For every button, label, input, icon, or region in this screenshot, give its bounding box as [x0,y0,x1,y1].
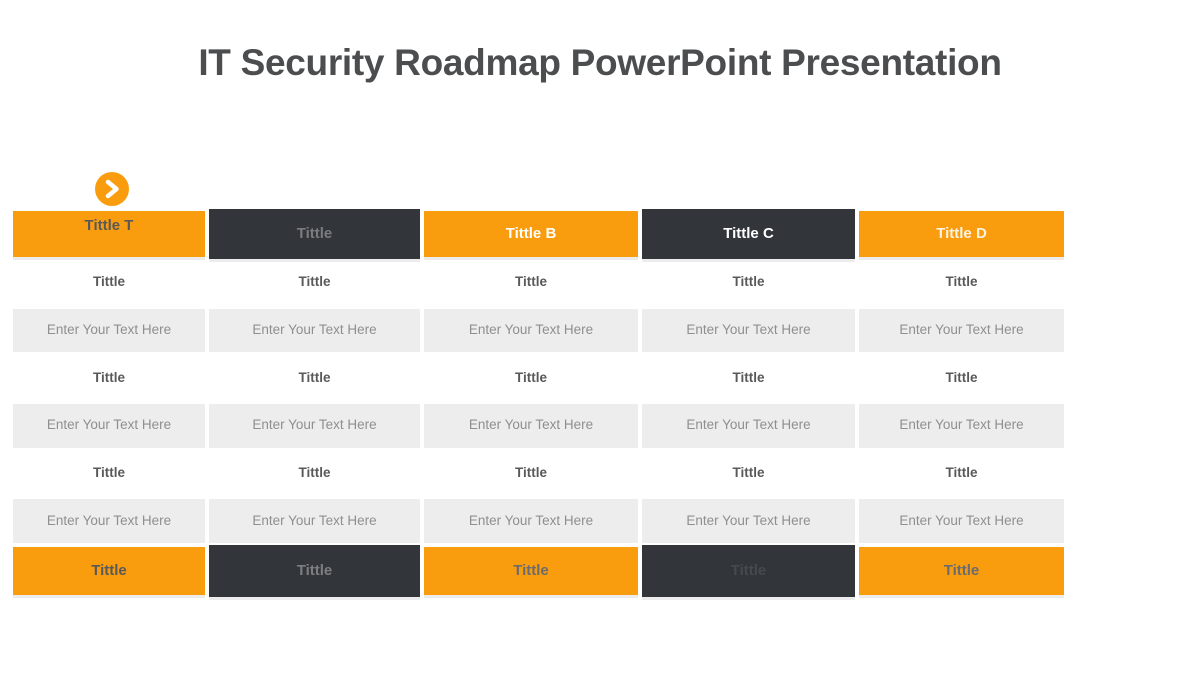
placeholder-cell[interactable]: Enter Your Text Here [13,499,205,543]
title-cell[interactable]: Tittle [298,465,331,481]
footer-cell-1[interactable]: Tittle [13,547,205,595]
placeholder-cell[interactable]: Enter Your Text Here [209,309,420,353]
placeholder-cell[interactable]: Enter Your Text Here [424,404,638,448]
title-cell[interactable]: Tittle [945,369,978,385]
header-cell-4[interactable]: Tittle C [642,209,855,259]
title-cell[interactable]: Tittle [732,274,765,290]
footer-cell-4[interactable]: Tittle [642,545,855,597]
chevron-right-circle-icon[interactable] [95,172,129,206]
footer-cell-2[interactable]: Tittle [209,545,420,597]
placeholder-cell[interactable]: Enter Your Text Here [859,309,1064,353]
placeholder-cell[interactable]: Enter Your Text Here [642,499,855,543]
placeholder-cell[interactable]: Enter Your Text Here [859,499,1064,543]
chevron-right-icon [95,172,129,206]
title-cell[interactable]: Tittle [514,369,547,385]
placeholder-cell[interactable]: Enter Your Text Here [424,309,638,353]
placeholder-cell[interactable]: Enter Your Text Here [642,309,855,353]
roadmap-table [13,211,1064,595]
footer-cell-5[interactable]: Tittle [859,547,1064,595]
title-cell[interactable]: Tittle [92,369,125,385]
placeholder-cell[interactable]: Enter Your Text Here [13,404,205,448]
title-cell[interactable]: Tittle [732,465,765,481]
title-cell[interactable]: Tittle [514,465,547,481]
header-cell-3[interactable]: Tittle B [424,211,638,257]
title-cell[interactable]: Tittle [298,369,331,385]
title-cell[interactable]: Tittle [945,274,978,290]
header-cell-5[interactable]: Tittle D [859,211,1064,257]
title-cell[interactable]: Tittle [945,465,978,481]
placeholder-cell[interactable]: Enter Your Text Here [209,499,420,543]
placeholder-cell[interactable]: Enter Your Text Here [13,309,205,353]
title-cell[interactable]: Tittle [92,465,125,481]
header-cell-1[interactable]: Tittle T [13,211,205,257]
placeholder-cell[interactable]: Enter Your Text Here [209,404,420,448]
page-title[interactable]: IT Security Roadmap PowerPoint Presentation [198,42,1002,83]
header-cell-2[interactable]: Tittle [209,209,420,259]
placeholder-cell[interactable]: Enter Your Text Here [859,404,1064,448]
placeholder-cell[interactable]: Enter Your Text Here [424,499,638,543]
title-cell[interactable]: Tittle [732,369,765,385]
title-cell[interactable]: Tittle [514,274,547,290]
title-cell[interactable]: Tittle [92,274,125,290]
footer-cell-3[interactable]: Tittle [424,547,638,595]
title-cell[interactable]: Tittle [298,274,331,290]
placeholder-cell[interactable]: Enter Your Text Here [642,404,855,448]
